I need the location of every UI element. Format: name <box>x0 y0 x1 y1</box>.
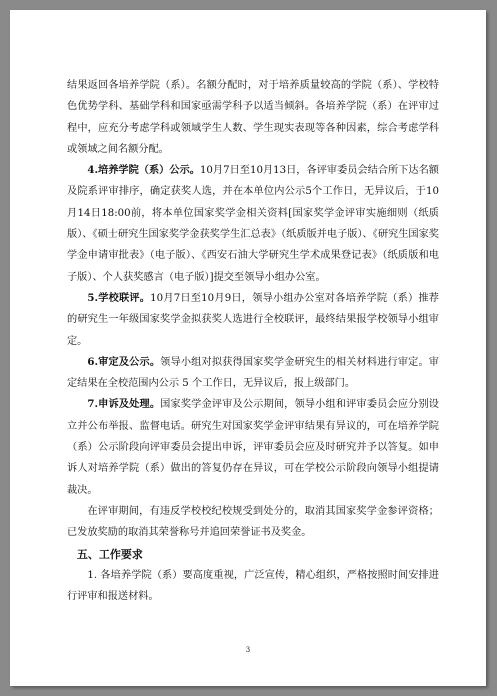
paragraph-heading: 6.审定及公示。 <box>87 355 161 368</box>
paragraph-disqualification: 在评审期间，有违反学校校纪校规受到处分的，取消其国家奖学金参评资格；已发放奖励的取消其荣誉称号并追回荣誉证书及奖金。 <box>67 505 439 539</box>
paragraph-heading: 7.申诉及处理。 <box>87 398 161 411</box>
section-heading-work-requirements: 五、工作要求 <box>76 547 143 561</box>
paragraph-body: 领导小组对拟获得国家奖学金研究生的相关材料进行审定。审定结果在全校范围内公示 5 个工作日，无异议后，报上级部门。 <box>67 356 439 390</box>
paragraph-college-publicity <box>67 160 439 288</box>
paragraph-heading: 5.学校联评。 <box>87 291 151 304</box>
paragraph-requirement-1: 1. 各培养学院（系）要高度重视，广泛宣传，精心组织，严格按照时间安排进行评审和报送材料。 <box>67 569 439 603</box>
paragraph-school-joint-review <box>67 288 439 352</box>
paragraph-approval-publicity <box>67 352 439 395</box>
paragraph-body: 10月7日至10月13日，各评审委员会结合所下达名额及院系评审排序，确定获奖人选，并在本单位内公示5个工作日，无异议后，于10月14日18:00前，将本单位国家奖学金相关资料[国家奖学金评审实施细则（纸质版）、《硕士研究生国家奖学金获奖学生汇总表》（纸质版并电子版）、《研究生国家奖学金申请审批表》（电子版）、《西安石油大学研究生学术成果登记表》（纸质版和电子版）、个人获奖感言（电子版）]提交至领导小组办公室。 <box>67 165 439 283</box>
page-number: 3 <box>245 646 251 654</box>
paragraph-body: 10月7日至10月9日，领导小组办公室对各培养学院（系）推荐的研究生一年级国家奖学金拟获奖人选进行全校联评，最终结果报学校领导小组审定。 <box>67 292 439 347</box>
document-page <box>10 10 486 686</box>
paragraph-body: 国家奖学金评审及公示期间，领导小组和评审委员会应分别设立并公布举报、监督电话。研究生对国家奖学金评审结果有异议的，可在培养学院（系）公示阶段向评审委员会提出申诉，评审委员会应及时研究并予以答复。如申诉人对培养学院（系）做出的答复仍存在异议，可在学校公示阶段向领导小组提请裁决。 <box>67 399 439 496</box>
page-content <box>67 75 439 607</box>
paragraph-heading: 4.培养学院（系）公示。 <box>87 164 200 177</box>
paragraph-quota-allocation: 结果返回各培养学院（系）。名额分配时，对于培养质量较高的学院（系）、学校特色优势学科、基础学科和国家亟需学科予以适当倾斜。各培养学院（系）在评审过程中，应充分考虑学科或领域学生人数、学生现实表现等各种因素，综合考虑学科或领域之间名额分配。 <box>67 80 439 155</box>
paragraph-appeal-handling <box>67 394 439 500</box>
